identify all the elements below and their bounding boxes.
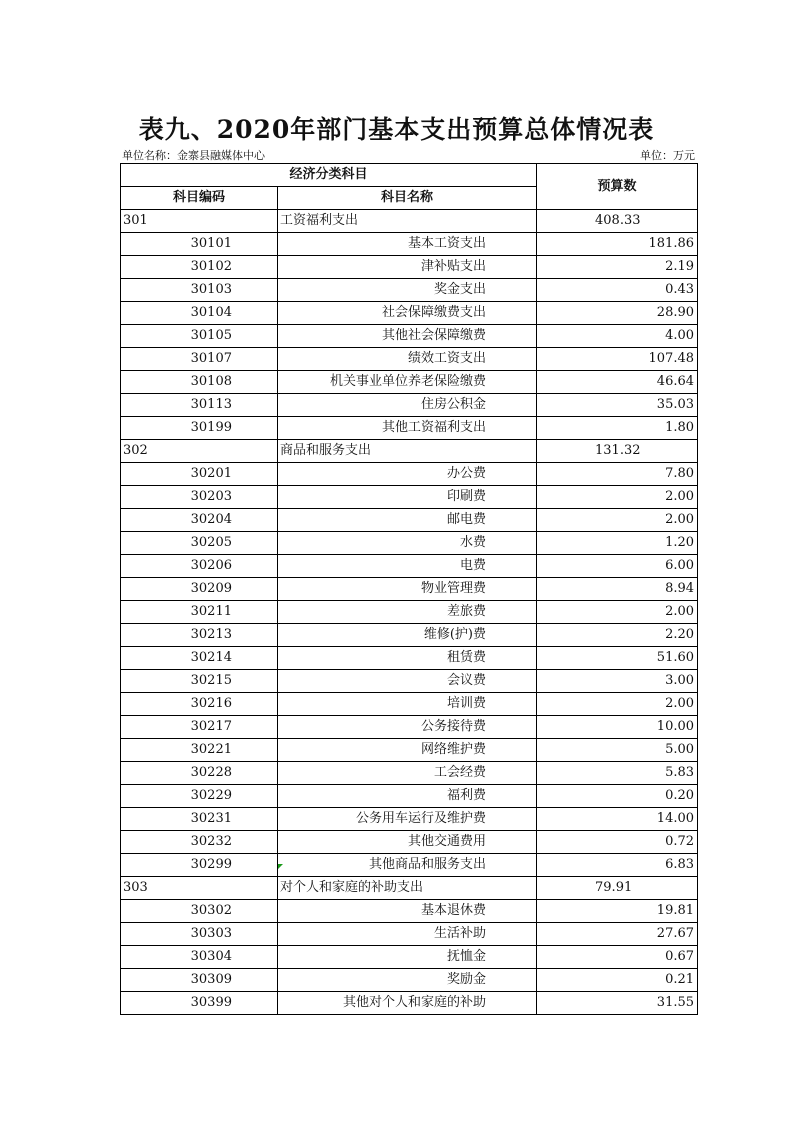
item-amount: 28.90 [537, 302, 698, 325]
item-code: 30228 [121, 762, 278, 785]
item-name: 绩效工资支出 [278, 348, 537, 371]
item-name: 奖励金 [278, 969, 537, 992]
item-code: 30309 [121, 969, 278, 992]
item-name: 住房公积金 [278, 394, 537, 417]
table-row [121, 417, 698, 440]
table-row [121, 394, 698, 417]
table-row [121, 486, 698, 509]
item-amount: 107.48 [537, 348, 698, 371]
item-amount: 1.20 [537, 532, 698, 555]
group-name: 对个人和家庭的补助支出 [278, 877, 537, 900]
table-row [121, 670, 698, 693]
item-name: 机关事业单位养老保险缴费 [278, 371, 537, 394]
item-amount: 2.00 [537, 693, 698, 716]
item-name: 抚恤金 [278, 946, 537, 969]
item-name: 奖金支出 [278, 279, 537, 302]
group-code: 301 [121, 210, 278, 233]
table-row [121, 233, 698, 256]
group-name: 商品和服务支出 [278, 440, 537, 463]
item-amount: 2.00 [537, 486, 698, 509]
item-amount: 51.60 [537, 647, 698, 670]
item-amount: 0.72 [537, 831, 698, 854]
item-code: 30209 [121, 578, 278, 601]
item-amount: 4.00 [537, 325, 698, 348]
item-amount: 46.64 [537, 371, 698, 394]
item-amount: 2.20 [537, 624, 698, 647]
item-amount: 14.00 [537, 808, 698, 831]
item-code: 30221 [121, 739, 278, 762]
item-name: 公务接待费 [278, 716, 537, 739]
item-code: 30101 [121, 233, 278, 256]
table-row [121, 831, 698, 854]
item-code: 30204 [121, 509, 278, 532]
item-amount: 7.80 [537, 463, 698, 486]
item-name: 其他商品和服务支出 [278, 854, 537, 877]
item-amount: 6.00 [537, 555, 698, 578]
table-row [121, 325, 698, 348]
header-row-1 [121, 164, 698, 187]
budget-table [120, 163, 698, 1015]
item-code: 30231 [121, 808, 278, 831]
item-amount: 181.86 [537, 233, 698, 256]
item-name: 物业管理费 [278, 578, 537, 601]
item-code: 30105 [121, 325, 278, 348]
item-amount: 19.81 [537, 900, 698, 923]
group-row [121, 877, 698, 900]
item-name: 其他工资福利支出 [278, 417, 537, 440]
unit-label: 单位：万元 [640, 149, 695, 162]
table-row [121, 900, 698, 923]
item-name: 生活补助 [278, 923, 537, 946]
item-code: 30104 [121, 302, 278, 325]
item-name: 水费 [278, 532, 537, 555]
item-code: 30213 [121, 624, 278, 647]
item-amount: 5.00 [537, 739, 698, 762]
item-amount: 1.80 [537, 417, 698, 440]
table-row [121, 716, 698, 739]
code-header: 科目编码 [121, 187, 278, 210]
item-amount: 31.55 [537, 992, 698, 1015]
item-name: 福利费 [278, 785, 537, 808]
item-name: 其他交通费用 [278, 831, 537, 854]
item-code: 30399 [121, 992, 278, 1015]
item-code: 30299 [121, 854, 278, 877]
item-code: 30205 [121, 532, 278, 555]
item-code: 30113 [121, 394, 278, 417]
item-name: 办公费 [278, 463, 537, 486]
table-row [121, 601, 698, 624]
item-code: 30206 [121, 555, 278, 578]
item-name: 邮电费 [278, 509, 537, 532]
table-row [121, 785, 698, 808]
item-name: 租赁费 [278, 647, 537, 670]
table-row [121, 302, 698, 325]
page-title: 表九、2020年部门基本支出预算总体情况表 [138, 115, 655, 144]
item-name: 其他对个人和家庭的补助 [278, 992, 537, 1015]
group-amount: 408.33 [537, 210, 698, 233]
item-amount: 8.94 [537, 578, 698, 601]
table-row [121, 992, 698, 1015]
item-code: 30216 [121, 693, 278, 716]
group-row [121, 440, 698, 463]
table-row [121, 555, 698, 578]
item-code: 30303 [121, 923, 278, 946]
group-code: 302 [121, 440, 278, 463]
group-row [121, 210, 698, 233]
item-code: 30108 [121, 371, 278, 394]
table-row [121, 693, 698, 716]
item-name: 培训费 [278, 693, 537, 716]
item-code: 30215 [121, 670, 278, 693]
table-row [121, 647, 698, 670]
item-amount: 0.21 [537, 969, 698, 992]
item-code: 30217 [121, 716, 278, 739]
budget-table-body [121, 164, 698, 1015]
item-name: 津补贴支出 [278, 256, 537, 279]
table-row [121, 624, 698, 647]
group-amount: 79.91 [537, 877, 698, 900]
table-row [121, 762, 698, 785]
table-row [121, 578, 698, 601]
item-code: 30229 [121, 785, 278, 808]
item-name: 网络维护费 [278, 739, 537, 762]
table-row [121, 969, 698, 992]
item-code: 30211 [121, 601, 278, 624]
item-name: 社会保障缴费支出 [278, 302, 537, 325]
table-row [121, 739, 698, 762]
item-name: 工会经费 [278, 762, 537, 785]
item-amount: 0.20 [537, 785, 698, 808]
item-amount: 10.00 [537, 716, 698, 739]
item-code: 30107 [121, 348, 278, 371]
item-amount: 0.67 [537, 946, 698, 969]
item-name: 电费 [278, 555, 537, 578]
unit-name-label: 单位名称：金寨县融媒体中心 [122, 149, 265, 162]
item-name: 公务用车运行及维护费 [278, 808, 537, 831]
item-code: 30199 [121, 417, 278, 440]
group-code: 303 [121, 877, 278, 900]
item-amount: 2.00 [537, 601, 698, 624]
cell-comment-marker-icon [278, 864, 283, 869]
table-row [121, 348, 698, 371]
item-amount: 3.00 [537, 670, 698, 693]
item-name: 会议费 [278, 670, 537, 693]
item-name: 其他社会保障缴费 [278, 325, 537, 348]
item-name: 印刷费 [278, 486, 537, 509]
table-row [121, 854, 698, 877]
table-row [121, 923, 698, 946]
item-code: 30102 [121, 256, 278, 279]
item-name: 维修(护)费 [278, 624, 537, 647]
item-amount: 2.19 [537, 256, 698, 279]
table-row [121, 371, 698, 394]
item-code: 30201 [121, 463, 278, 486]
item-code: 30203 [121, 486, 278, 509]
econ-category-header: 经济分类科目 [121, 164, 537, 187]
item-amount: 6.83 [537, 854, 698, 877]
item-code: 30103 [121, 279, 278, 302]
table-row [121, 808, 698, 831]
item-name: 基本工资支出 [278, 233, 537, 256]
group-name: 工资福利支出 [278, 210, 537, 233]
name-header: 科目名称 [278, 187, 537, 210]
table-row [121, 532, 698, 555]
item-amount: 27.67 [537, 923, 698, 946]
item-code: 30302 [121, 900, 278, 923]
item-name: 差旅费 [278, 601, 537, 624]
item-name: 基本退休费 [278, 900, 537, 923]
budget-header: 预算数 [537, 164, 698, 210]
table-row [121, 463, 698, 486]
item-amount: 2.00 [537, 509, 698, 532]
item-amount: 35.03 [537, 394, 698, 417]
item-code: 30304 [121, 946, 278, 969]
item-code: 30232 [121, 831, 278, 854]
item-amount: 5.83 [537, 762, 698, 785]
item-amount: 0.43 [537, 279, 698, 302]
table-row [121, 256, 698, 279]
table-row [121, 279, 698, 302]
table-row [121, 509, 698, 532]
group-amount: 131.32 [537, 440, 698, 463]
item-code: 30214 [121, 647, 278, 670]
table-row [121, 946, 698, 969]
